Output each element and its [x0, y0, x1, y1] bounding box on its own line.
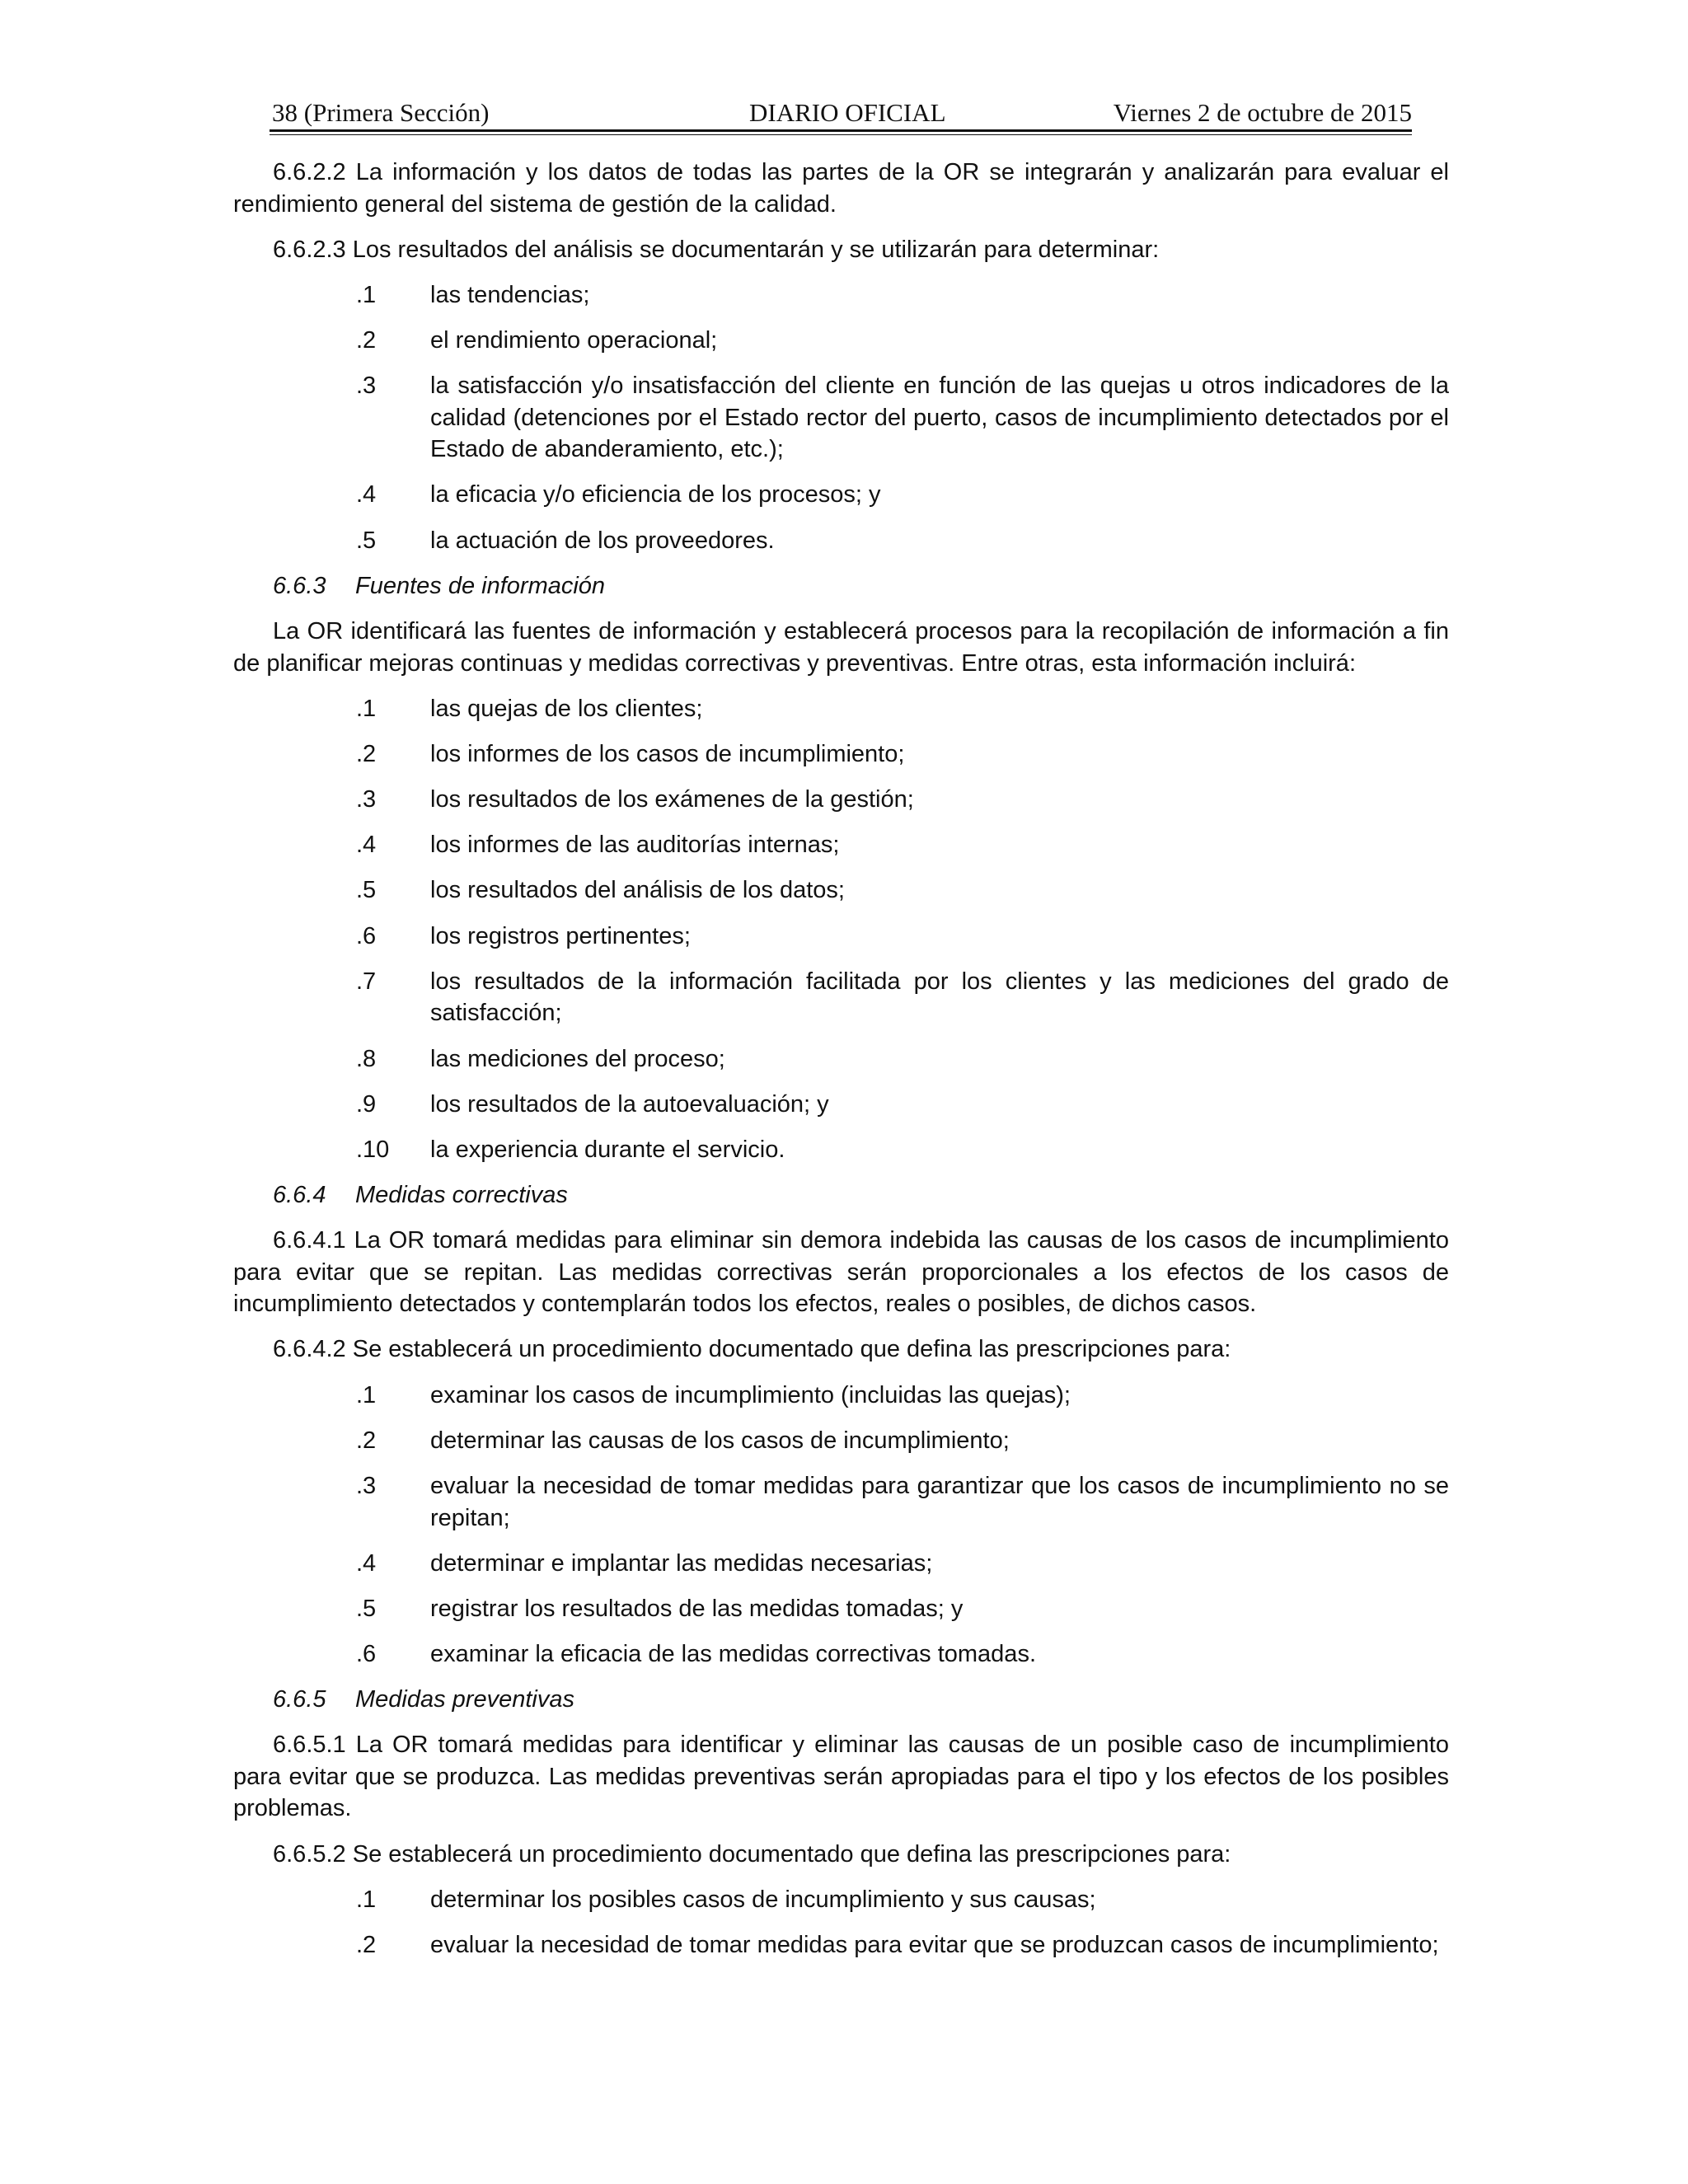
list-item: [233, 525, 1449, 557]
list-item: [233, 966, 1449, 1029]
list-item-number: .4: [356, 481, 377, 509]
list-item-text: las mediciones del proceso;: [430, 1045, 725, 1072]
list-item: [233, 1548, 1449, 1580]
section-title: Fuentes de información: [355, 572, 606, 599]
list-item-number: .5: [356, 1595, 377, 1622]
list-item-text: registrar los resultados de las medidas tomadas; y: [430, 1595, 964, 1622]
list-item: [233, 738, 1449, 771]
list-item-number: .2: [356, 1427, 377, 1454]
paragraph: 6.6.4.1 La OR tomará medidas para eliminar sin demora indebida las causas de los casos de incumplimiento para evitar que se repitan. Las medidas correctivas serán proporcionales a los efectos de los casos de incumplimiento detectados y contemplarán todos los efectos, reales o posibles, de dichos casos.: [233, 1227, 1449, 1318]
list-item-text: evaluar la necesidad de tomar medidas para garantizar que los casos de incumplimiento no se repitan;: [430, 1473, 1449, 1531]
list-item-text: evaluar la necesidad de tomar medidas para evitar que se produzcan casos de incumplimiento;: [430, 1932, 1439, 1958]
section-number: 6.6.5: [273, 1686, 326, 1713]
list-item-number: .9: [356, 1090, 377, 1118]
list-item-text: los resultados de los exámenes de la gestión;: [430, 786, 914, 813]
list-item-text: las tendencias;: [430, 281, 590, 308]
list-item: [233, 479, 1449, 511]
list-item-number: .6: [356, 922, 377, 949]
paragraph: La OR identificará las fuentes de información y establecerá procesos para la recopilación de información a fin de planificar mejoras continuas y medidas correctivas y preventivas. Entre otras, esta información incluirá:: [233, 618, 1449, 677]
list-item: [233, 1380, 1449, 1412]
list-item: [233, 693, 1449, 725]
list-item: [233, 1089, 1449, 1121]
header-publication-title: DIARIO OFICIAL: [749, 98, 946, 127]
list-item: [233, 1425, 1449, 1457]
list-item-number: .5: [356, 877, 377, 904]
list-item-number: .3: [356, 786, 377, 813]
list-item: [233, 921, 1449, 953]
list-item-text: los informes de las auditorías internas;: [430, 832, 840, 859]
list-item-number: .10: [356, 1136, 390, 1163]
header-page-section: 38 (Primera Sección): [272, 98, 490, 127]
section-heading: [273, 1179, 1449, 1212]
list-item: [233, 874, 1449, 907]
list-item: [233, 784, 1449, 816]
list-item-text: el rendimiento operacional;: [430, 327, 718, 354]
page-header: [270, 93, 1412, 133]
section-number: 6.6.3: [273, 572, 326, 599]
list-item-text: los registros pertinentes;: [430, 922, 691, 949]
list-item-text: determinar e implantar las medidas necesarias;: [430, 1549, 933, 1577]
list-item: [233, 325, 1449, 357]
section-heading: [273, 1684, 1449, 1716]
list-item-text: los informes de los casos de incumplimiento;: [430, 740, 905, 767]
section-title: Medidas correctivas: [355, 1182, 568, 1209]
header-rule-thick: [270, 129, 1412, 132]
list-item-text: determinar los posibles casos de incumplimiento y sus causas;: [430, 1886, 1096, 1913]
paragraph: 6.6.2.3 Los resultados del análisis se documentarán y se utilizarán para determinar:: [273, 236, 1160, 263]
list-item-number: .7: [356, 968, 377, 995]
list-item: [233, 1929, 1449, 1961]
list-item-text: la satisfacción y/o insatisfacción del cliente en función de las quejas u otros indicadores de la calidad (detenciones por el Estado rector del puerto, casos de incumplimiento detectados por el Estado de abanderamiento, etc.);: [430, 373, 1449, 463]
list-item-number: .3: [356, 373, 377, 400]
list-item-number: .4: [356, 832, 377, 859]
list-item-number: .2: [356, 1932, 377, 1958]
list-item-text: examinar los casos de incumplimiento (incluidas las quejas);: [430, 1381, 1071, 1408]
list-item-text: la actuación de los proveedores.: [430, 527, 775, 554]
paragraph: 6.6.4.2 Se establecerá un procedimiento documentado que defina las prescripciones para:: [273, 1336, 1231, 1363]
section-title: Medidas preventivas: [355, 1686, 574, 1713]
list-item-text: las quejas de los clientes;: [430, 695, 703, 722]
list-item-text: la eficacia y/o eficiencia de los procesos; y: [430, 481, 881, 509]
list-item-number: .5: [356, 527, 377, 554]
section-number: 6.6.4: [273, 1182, 326, 1209]
paragraph: 6.6.5.1 La OR tomará medidas para identificar y eliminar las causas de un posible caso de incumplimiento para evitar que se produzca. Las medidas preventivas serán apropiadas para el tipo y los efectos de los posibles problemas.: [233, 1732, 1449, 1822]
list-item-text: los resultados de la autoevaluación; y: [430, 1090, 829, 1118]
list-item: [233, 1638, 1449, 1671]
list-item-number: .1: [356, 695, 377, 722]
list-item: [233, 829, 1449, 861]
list-item: [233, 1470, 1449, 1534]
list-item: [233, 1593, 1449, 1625]
list-item: [233, 370, 1449, 466]
list-item: [233, 279, 1449, 312]
paragraph: 6.6.2.2 La información y los datos de todas las partes de la OR se integrarán y analizarán para evaluar el rendimiento general del sistema de gestión de la calidad.: [233, 159, 1449, 218]
header-date: Viernes 2 de octubre de 2015: [1113, 98, 1412, 127]
header-rule-thin: [270, 134, 1412, 135]
list-item: [233, 1043, 1449, 1076]
list-item-number: .4: [356, 1549, 377, 1577]
list-item-number: .2: [356, 327, 377, 354]
list-item-text: los resultados del análisis de los datos;: [430, 877, 845, 904]
list-item-number: .6: [356, 1641, 377, 1668]
paragraph: 6.6.5.2 Se establecerá un procedimiento documentado que defina las prescripciones para:: [273, 1840, 1231, 1868]
document-body: [233, 157, 1449, 1975]
list-item-number: .8: [356, 1045, 377, 1072]
list-item-number: .3: [356, 1473, 377, 1499]
list-item-number: .1: [356, 1381, 377, 1408]
list-item-text: determinar las causas de los casos de incumplimiento;: [430, 1427, 1010, 1454]
section-heading: [273, 570, 1449, 602]
list-item-text: los resultados de la información facilitada por los clientes y las mediciones del grado de satisfacción;: [430, 968, 1449, 1027]
list-item: [233, 1134, 1449, 1166]
list-item-text: examinar la eficacia de las medidas correctivas tomadas.: [430, 1641, 1036, 1668]
list-item-text: la experiencia durante el servicio.: [430, 1136, 785, 1163]
list-item: [233, 1884, 1449, 1916]
list-item-number: .1: [356, 1886, 377, 1913]
list-item-number: .2: [356, 740, 377, 767]
list-item-number: .1: [356, 281, 377, 308]
